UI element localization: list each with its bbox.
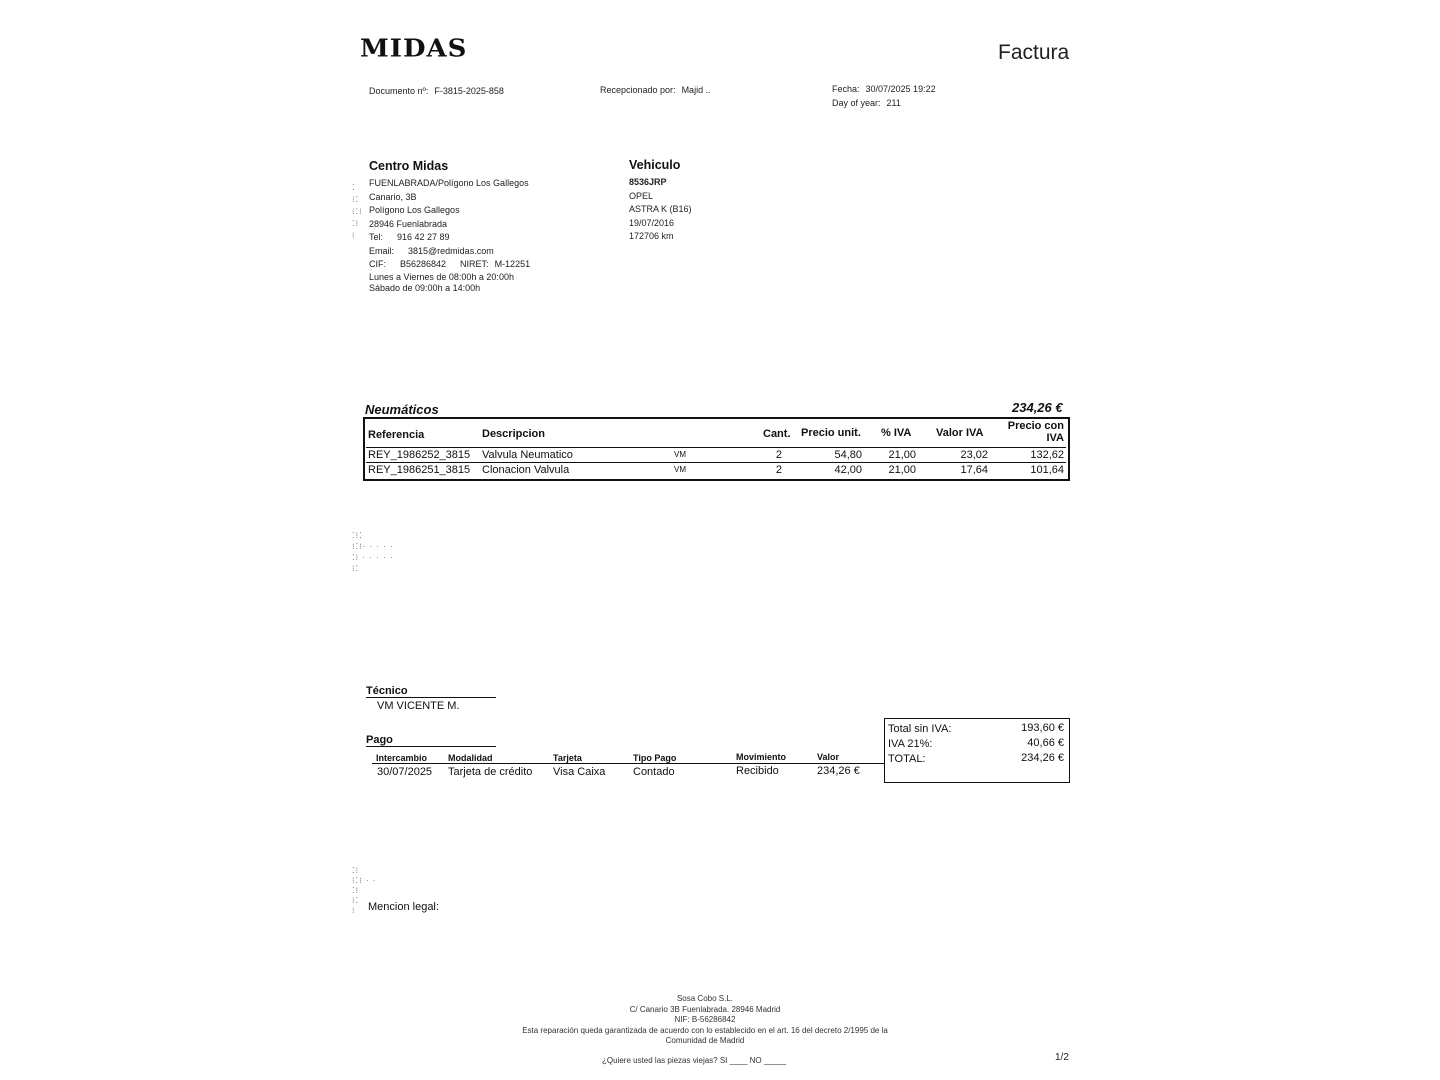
th-precio-con-line2: IVA: [1046, 432, 1064, 444]
email-label: Email:: [369, 245, 395, 256]
scan-artifact-3: ⁚⁝ ⁝⁚⁝ · · ⁚⁝ ⁝⁚ ⁝: [352, 866, 377, 915]
centro-line2: Canario, 3B: [369, 191, 417, 202]
total-value: 234,26 €: [1021, 752, 1064, 764]
iva-value: 40,66 €: [1027, 737, 1064, 749]
vehiculo-plate: 8536JRP: [629, 177, 667, 187]
tecnico-value: VM VICENTE M.: [377, 700, 460, 712]
vehiculo-brand: OPEL: [629, 190, 654, 201]
mencion-legal-label: Mencion legal:: [368, 901, 439, 913]
footer-nif: NIF: B-56286842: [674, 1015, 736, 1024]
recepcionado-por: [600, 85, 711, 95]
pago-th-tarjeta: Tarjeta: [553, 753, 582, 763]
items-section-total: 234,26 €: [1012, 400, 1063, 415]
row1-cant: 2: [775, 449, 782, 461]
pago-modalidad: Tarjeta de crédito: [448, 766, 533, 778]
row2-precio: 42,00: [834, 464, 862, 476]
th-referencia: Referencia: [368, 429, 425, 441]
day-value: 211: [886, 98, 901, 108]
niret-label: NIRET:: [460, 259, 489, 269]
row2-ref: REY_1986251_3815: [368, 464, 471, 476]
row1-valor-iva: 23,02: [960, 449, 988, 461]
row2-desc: Clonacion Valvula: [482, 464, 570, 476]
row2-total: 101,64: [1030, 464, 1064, 476]
pago-th-valor: Valor: [817, 752, 840, 762]
row2-iva: 21,00: [888, 464, 916, 476]
centro-line1: FUENLABRADA/Polígono Los Gallegos: [369, 178, 529, 188]
vehiculo-date: 19/07/2016: [629, 217, 675, 228]
documento-number: [369, 86, 504, 96]
th-cantidad: Cant.: [763, 428, 791, 440]
centro-line3: Polígono Los Gallegos: [369, 205, 460, 215]
fecha-value: 30/07/2025 19:22: [865, 84, 936, 94]
th-descripcion: Descripcion: [482, 428, 545, 440]
pago-th-intercambio: Intercambio: [376, 753, 428, 763]
items-row-divider: [366, 462, 1066, 463]
recepcionado-value: Majid ..: [681, 85, 711, 95]
pago-label: Pago: [366, 734, 496, 747]
row1-ref: REY_1986252_3815: [368, 449, 471, 461]
th-precio-con-iva: [990, 420, 1064, 444]
page-number: 1/2: [1055, 1052, 1069, 1063]
row1-desc: Valvula Neumatico: [482, 449, 573, 461]
centro-tel: [369, 231, 530, 245]
total-label: TOTAL:: [888, 753, 926, 765]
pago-intercambio: 30/07/2025: [377, 766, 433, 778]
day-of-year: [832, 98, 901, 108]
centro-hours2: Sábado de 09:00h a 14:00h: [369, 282, 481, 293]
midas-logo: MIDAS: [360, 34, 468, 64]
row1-iva: 21,00: [888, 449, 916, 461]
pago-header-divider: [372, 763, 884, 764]
pago-th-tipo: Tipo Pago: [633, 753, 677, 763]
tel-value: 916 42 27 89: [397, 232, 450, 242]
total-sin-iva-value: 193,60 €: [1021, 722, 1064, 734]
centro-address: [369, 177, 530, 294]
th-iva: % IVA: [881, 427, 912, 439]
th-valor-iva: Valor IVA: [936, 427, 984, 439]
vehiculo-km: 172706 km: [629, 231, 674, 241]
pago-valor: 234,26 €: [817, 765, 860, 777]
row1-total: 132,62: [1030, 449, 1064, 461]
centro-title: Centro Midas: [369, 159, 449, 173]
cif-value: B56286842: [400, 259, 447, 269]
tecnico-label: Técnico: [366, 685, 496, 698]
pago-tipo: Contado: [633, 766, 675, 778]
day-label: Day of year:: [832, 98, 881, 108]
scan-artifact: ⁚⁝⁚ ⁝⁚⁝· · · · · ⁚⁝ · · · · · ⁝⁚: [352, 531, 394, 573]
document-title: Factura: [998, 41, 1070, 64]
recepcionado-label: Recepcionado por:: [600, 85, 676, 95]
tel-label: Tel:: [369, 232, 384, 242]
items-header-divider: [366, 447, 1066, 448]
email-value: 3815@redmidas.com: [408, 245, 494, 256]
footer-question: ¿Quiere usted las piezas viejas? SI ____ NO _____: [602, 1056, 787, 1065]
th-precio-con-line1: Precio con: [1007, 420, 1064, 432]
documento-value: F-3815-2025-858: [434, 86, 504, 96]
vehiculo-title: Vehiculo: [629, 158, 681, 172]
centro-line4: 28946 Fuenlabrada: [369, 218, 448, 229]
items-section-title: Neumáticos: [365, 402, 439, 417]
row2-tec: VM: [674, 465, 686, 474]
centro-cif: [369, 258, 530, 272]
fecha: [832, 84, 936, 94]
documento-label: Documento nº:: [369, 86, 429, 96]
footer-region: Comunidad de Madrid: [665, 1036, 745, 1045]
footer-company: Sosa Cobo S.L.: [676, 994, 734, 1003]
scan-artifact-2: ⁚ ⁝⁚ ⁝⁚⁝ ⁚⁝ ⁝: [352, 183, 363, 240]
pago-movimiento: Recibido: [736, 765, 779, 777]
vehiculo-model: ASTRA K (B16): [629, 204, 692, 214]
footer-address: C/ Canario 3B Fuenlabrada. 28946 Madrid: [629, 1004, 781, 1014]
footer-guarantee: Esta reparación queda garantizada de acuerdo con lo establecido en el art. 16 del decreto 2/1995 de la: [522, 1025, 888, 1035]
vehiculo-details: [629, 176, 692, 244]
pago-th-modalidad: Modalidad: [448, 753, 493, 763]
fecha-label: Fecha:: [832, 84, 860, 94]
row1-tec: VM: [674, 450, 686, 459]
iva-label: IVA 21%:: [888, 738, 933, 750]
total-sin-iva-label: Total sin IVA:: [888, 723, 952, 735]
footer-legal: [495, 994, 915, 1047]
cif-label: CIF:: [369, 259, 386, 269]
niret-value: M-12251: [494, 259, 531, 269]
row2-cant: 2: [775, 464, 782, 476]
row1-precio: 54,80: [834, 449, 862, 461]
centro-email: [369, 245, 530, 259]
th-precio-unit: Precio unit.: [801, 427, 861, 439]
row2-valor-iva: 17,64: [960, 464, 988, 476]
pago-tarjeta: Visa Caixa: [553, 766, 606, 778]
pago-th-movimiento: Movimiento: [736, 752, 787, 762]
centro-hours1: Lunes a Viernes de 08:00h a 20:00h: [369, 271, 514, 282]
